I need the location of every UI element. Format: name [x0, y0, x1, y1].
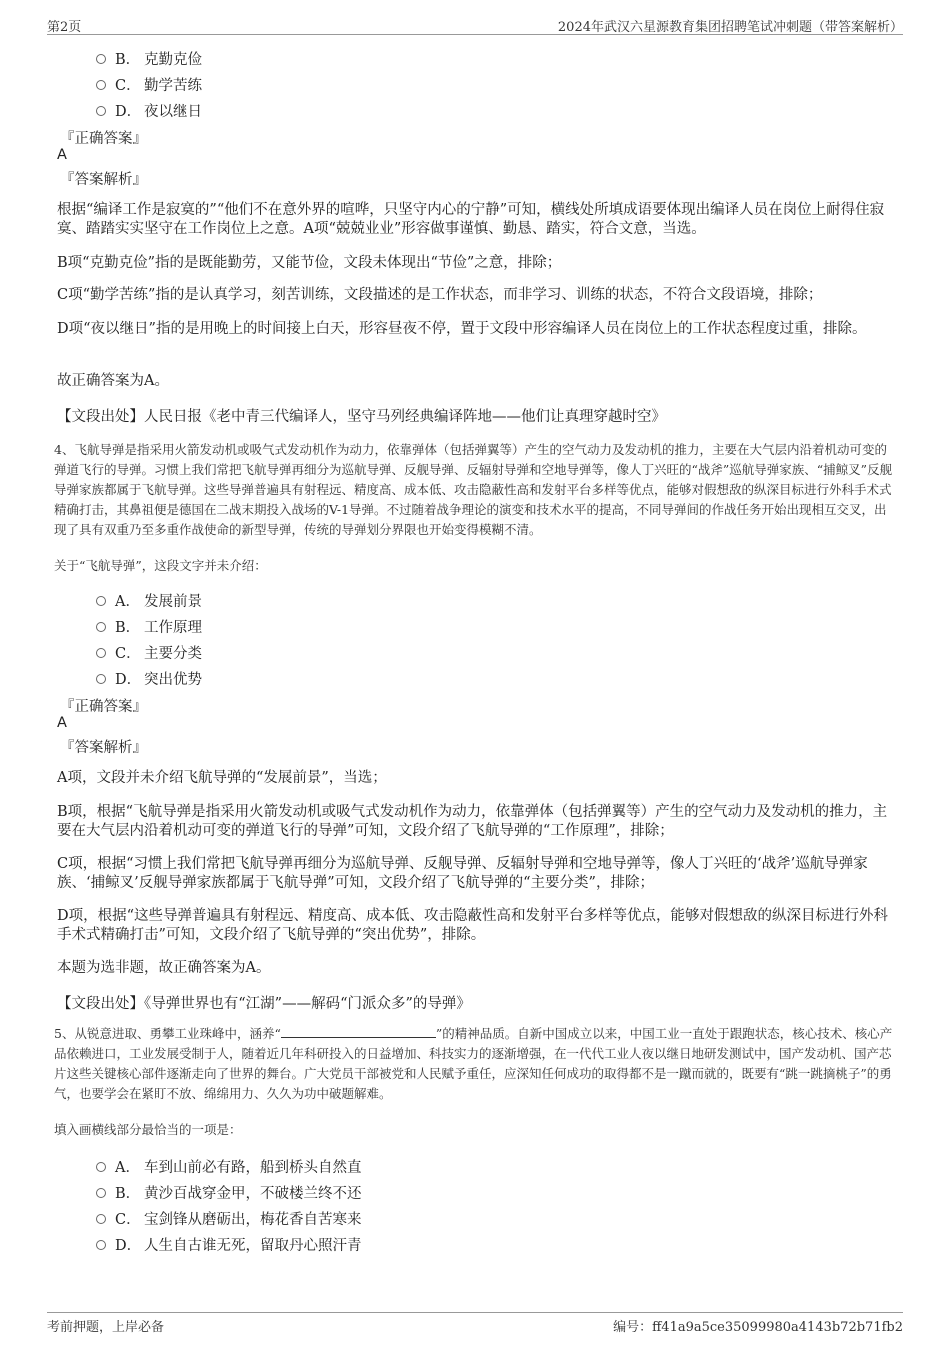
q4-option-c[interactable]: C． 主要分类 [96, 642, 202, 663]
q3-answer-label: 『正确答案』 [60, 131, 147, 147]
q3-conclusion: 故正确答案为A。 [57, 373, 169, 389]
q3-analysis-a: 根据“编译工作是寂寞的”“他们不在意外界的喧哗，只坚守内心的宁静”可知，横线处所填成语要体现出编译人员在岗位上耐得住寂寞、踏踏实实坚守在工作岗位上之意。A项“兢兢业业”形容做事谨慎、勤恳、踏实，符合文意，当选。 [57, 202, 885, 237]
fill-blank [281, 1025, 436, 1038]
radio-icon[interactable] [96, 106, 106, 116]
q4-stem: 4、飞航导弹是指采用火箭发动机或吸气式发动机作为动力，依靠弹体（包括弹翼等）产生的空气动力及发动机的推力，主要在大气层内沿着机动可变的弹道飞行的导弹。习惯上我们常把飞航导弹再细分为巡航导弹、反舰导弹、反辐射导弹和空地导弹等，像人丁兴旺的“战斧”巡航导弹家族、“捕鲸叉”反舰导弹家族都属于飞航导弹。这些导弹普遍具有射程远、精度高、成本低、攻击隐蔽性高和发射平台多样等优点，能够对假想敌的纵深目标进行外科手术式精确打击，其鼻祖便是德国在二战末期投入战场的V-1导弹。不过随着战争理论的演变和技术水平的提高，不同导弹间的作战任务开始出现相互交叉，出现了具有双重乃至多重作战使命的新型导弹，传统的导弹划分界限也开始变得模糊不清。 [54, 442, 893, 537]
radio-icon[interactable] [96, 674, 106, 684]
q4-analysis-c: C项，根据“习惯上我们常把飞航导弹再细分为巡航导弹、反舰导弹、反辐射导弹和空地导弹等，像人丁兴旺的‘战斧’巡航导弹家族、‘捕鲸叉’反舰导弹家族都属于飞航导弹”可知，文段介绍了飞航导弹的“主要分类”，排除； [57, 856, 868, 891]
document-id: 编号：ff41a9a5ce35099980a4143b72b71fb2 [613, 1320, 903, 1335]
radio-icon[interactable] [96, 1214, 106, 1224]
q5-stem: 5、从锐意进取、勇攀工业珠峰中，涵养“ ”的精神品质。自新中国成立以来，中国工业一直处于跟跑状态，核心技术、核心产品依赖进口，工业发展受制于人，随着近几年科研投入的日益增加、科技实力的逐渐增强，在一代代工业人夜以继日地研发测试中，国产发动机、国产芯片这些关键核心部件逐渐走向了世界的舞台。广大党员干部被党和人民赋予重任，应深知任何成功的取得都不是一蹴而就的，既要有“跳一跳摘桃子”的勇气，也要学会在紧盯不放、绵绵用力、久久为功中破题解难。 [54, 1026, 893, 1101]
q4-conclusion: 本题为选非题，故正确答案为A。 [57, 960, 271, 976]
q4-analysis-a: A项，文段并未介绍飞航导弹的“发展前景”，当选； [57, 770, 387, 786]
q5-option-a[interactable]: A． 车到山前必有路，船到桥头自然直 [96, 1156, 362, 1177]
radio-icon[interactable] [96, 1240, 106, 1250]
radio-icon[interactable] [96, 1188, 106, 1198]
q4-analysis-d: D项，根据“这些导弹普遍具有射程远、精度高、成本低、攻击隐蔽性高和发射平台多样等优点，能够对假想敌的纵深目标进行外科手术式精确打击”可知，文段介绍了飞航导弹的“突出优势”，排除。 [57, 908, 889, 943]
q3-answer: A [57, 147, 67, 163]
q5-question: 填入画横线部分最恰当的一项是： [54, 1122, 242, 1137]
q3-option-b[interactable]: B． 克勤克俭 [96, 48, 202, 69]
q4-option-d[interactable]: D． 突出优势 [96, 668, 202, 689]
q5-option-b[interactable]: B． 黄沙百战穿金甲，不破楼兰终不还 [96, 1182, 362, 1203]
q3-analysis-label: 『答案解析』 [60, 172, 147, 188]
page-header [47, 14, 903, 35]
q3-analysis-b: B项“克勤克俭”指的是既能勤劳，又能节俭，文段未体现出“节俭”之意，排除； [57, 255, 562, 271]
q3-option-d[interactable]: D． 夜以继日 [96, 100, 202, 121]
q4-source: 【文段出处】《导弹世界也有“江湖”——解码“门派众多”的导弹》 [57, 996, 471, 1012]
radio-icon[interactable] [96, 596, 106, 606]
q5-option-d[interactable]: D． 人生自古谁无死，留取丹心照汗青 [96, 1234, 362, 1255]
q4-option-b[interactable]: B． 工作原理 [96, 616, 202, 637]
q4-analysis-label: 『答案解析』 [60, 740, 147, 756]
q3-source: 【文段出处】人民日报《老中青三代编译人，坚守马列经典编译阵地——他们让真理穿越时空》 [57, 409, 666, 425]
radio-icon[interactable] [96, 648, 106, 658]
radio-icon[interactable] [96, 80, 106, 90]
radio-icon[interactable] [96, 1162, 106, 1172]
q4-option-a[interactable]: A． 发展前景 [96, 590, 202, 611]
footer-slogan: 考前押题，上岸必备 [47, 1320, 165, 1335]
radio-icon[interactable] [96, 622, 106, 632]
q4-analysis-b: B项，根据“飞航导弹是指采用火箭发动机或吸气式发动机作为动力，依靠弹体（包括弹翼等）产生的空气动力及发动机的推力，主要在大气层内沿着机动可变的弹道飞行的导弹”可知，文段介绍了飞航导弹的“工作原理”，排除； [57, 804, 888, 839]
q3-option-c[interactable]: C． 勤学苦练 [96, 74, 202, 95]
q3-analysis-d: D项“夜以继日”指的是用晚上的时间接上白天，形容昼夜不停，置于文段中形容编译人员在岗位上的工作状态程度过重，排除。 [57, 321, 867, 337]
q4-answer-label: 『正确答案』 [60, 699, 147, 715]
radio-icon[interactable] [96, 54, 106, 64]
q4-answer: A [57, 715, 67, 731]
q5-option-c[interactable]: C． 宝剑锋从磨砺出，梅花香自苦寒来 [96, 1208, 362, 1229]
page-number: 第2页 [47, 20, 82, 35]
document-title: 2024年武汉六星源教育集团招聘笔试冲刺题（带答案解析） [557, 20, 903, 35]
q3-analysis-c: C项“勤学苦练”指的是认真学习，刻苦训练，文段描述的是工作状态，而非学习、训练的状态，不符合文段语境，排除； [57, 287, 823, 303]
page-footer [47, 1312, 903, 1339]
q4-question: 关于“飞航导弹”，这段文字并未介绍： [54, 558, 267, 573]
